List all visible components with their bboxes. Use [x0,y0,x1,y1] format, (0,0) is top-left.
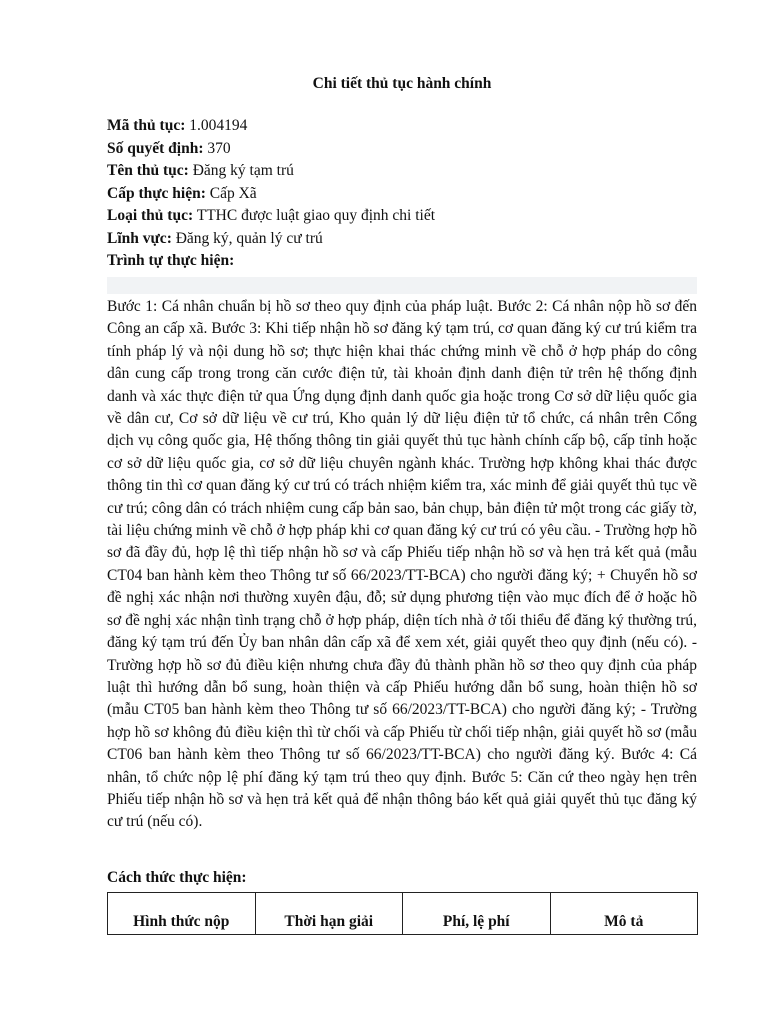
field-decision-number [107,138,697,161]
field-label: Loại thủ tục: [107,207,194,224]
field-label: Tên thủ tục: [107,162,189,179]
field-label: Lĩnh vực: [107,229,172,247]
field-label: Số quyết định: [107,139,204,157]
field-value: 370 [207,139,231,157]
field-label: Mã thủ tục: [107,117,186,134]
field-label: Trình tự thực hiện: [107,252,235,269]
field-domain [107,228,697,251]
field-procedure-sequence [107,250,697,273]
field-implementation-level [107,183,697,206]
table-header-row [108,893,698,935]
page-title: Chi tiết thủ tục hành chính [312,75,492,92]
field-value: Cấp Xã [209,184,257,202]
field-value: Đăng ký tạm trú [192,162,294,179]
content-band [107,277,697,294]
field-label: Cấp thực hiện: [107,184,206,202]
field-value: 1.004194 [189,117,248,134]
procedure-info [107,115,697,273]
field-procedure-type [107,205,697,228]
column-header-fees: Phí, lệ phí [403,893,551,935]
column-header-processing-time: Thời hạn giải [255,893,403,935]
field-value: Đăng ký, quản lý cư trú [175,229,323,247]
field-procedure-name [107,160,697,183]
methods-heading: Cách thức thực hiện: [107,869,247,886]
column-header-submission-form: Hình thức nộp [108,893,256,935]
column-header-description: Mô tả [550,893,698,935]
field-value: TTHC được luật giao quy định chi tiết [196,207,436,224]
procedure-steps-text: Bước 1: Cá nhân chuẩn bị hồ sơ theo quy định của pháp luật. Bước 2: Cá nhân nộp hồ sơ đến Công an cấp xã. Bước 3: Khi tiếp nhận hồ sơ đăng ký tạm trú, cơ quan đăng ký cư trú kiểm tra tính pháp lý và nội dung hồ sơ; thực hiện khai thác chứng minh về chỗ ở hợp pháp do công dân cung cấp trong trong căn cước điện tử, tài khoản định danh điện tử trên hệ thống định danh và xác thực điện tử qua Ứng dụng định danh quốc gia hoặc trong Cơ sở dữ liệu quốc gia về dân cư, Cơ sở dữ liệu về cư trú, Kho quản lý dữ liệu điện tử tổ chức, cá nhân trên Cổng dịch vụ công quốc gia, Hệ thống thông tin giải quyết thủ tục hành chính cấp bộ, cấp tỉnh hoặc cơ sở dữ liệu quốc gia, cơ sở dữ liệu chuyên ngành khác. Trường hợp không khai thác được thông tin thì cơ quan đăng ký cư trú có trách nhiệm kiểm tra, xác minh để giải quyết thủ tục về cư trú; công dân có trách nhiệm cung cấp bản sao, bản chụp, bản điện tử một trong các giấy tờ, tài liệu chứng minh về chỗ ở hợp pháp khi cơ quan đăng ký cư trú có yêu cầu. - Trường hợp hồ sơ đã đầy đủ, hợp lệ thì tiếp nhận hồ sơ và cấp Phiếu tiếp nhận hồ sơ và hẹn trả kết quả (mẫu CT04 ban hành kèm theo Thông tư số 66/2023/TT-BCA) cho người đăng ký; + Chuyển hồ sơ đề nghị xác nhận nơi thường xuyên đậu, đỗ; sử dụng phương tiện vào mục đích để ở hoặc hồ sơ đề nghị xác nhận tình trạng chỗ ở hợp pháp, diện tích nhà ở tối thiểu để đăng ký thường trú, đăng ký tạm trú đến Ủy ban nhân dân cấp xã để xem xét, giải quyết theo quy định (nếu có). - Trường hợp hồ sơ đủ điều kiện nhưng chưa đầy đủ thành phần hồ sơ theo quy định của pháp luật thì hướng dẫn bổ sung, hoàn thiện và cấp Phiếu hướng dẫn bổ sung, hoàn thiện hồ sơ (mẫu CT05 ban hành kèm theo Thông tư số 66/2023/TT-BCA) cho người đăng ký; - Trường hợp hồ sơ không đủ điều kiện thì từ chối và cấp Phiếu từ chối tiếp nhận, giải quyết hồ sơ (mẫu CT06 ban hành kèm theo Thông tư số 66/2023/TT-BCA) cho người đăng ký. Bước 4: Cá nhân, tổ chức nộp lệ phí đăng ký tạm trú theo quy định. Bước 5: Căn cứ theo ngày hẹn trên Phiếu tiếp nhận hồ sơ và hẹn trả kết quả để nhận thông báo kết quả giải quyết thủ tục đăng ký cư trú (nếu có). [107,298,697,831]
methods-table [107,892,698,935]
field-procedure-code [107,115,697,138]
